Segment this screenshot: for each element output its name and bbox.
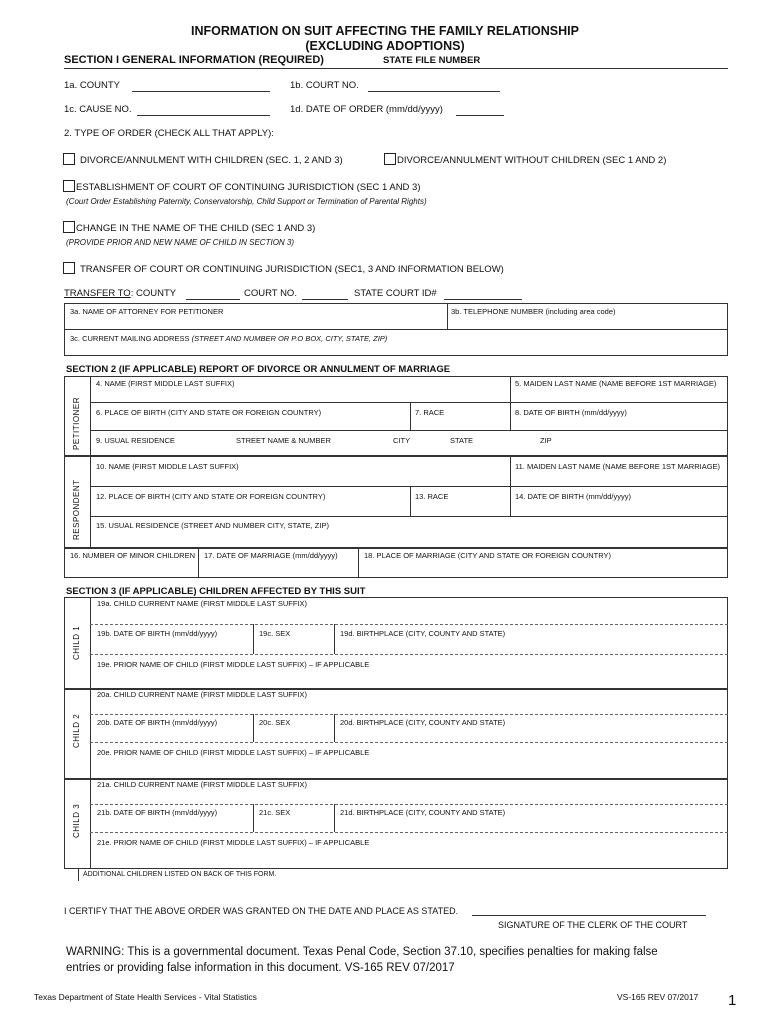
court-no-label: 1b. COURT NO. [290,80,359,91]
field13-label: 13. RACE [415,492,449,501]
field9-city-label: CITY [393,436,411,445]
field11-label: 11. MAIDEN LAST NAME (NAME BEFORE 1ST MARRIAGE) [515,462,721,471]
field20a-label: 20a. CHILD CURRENT NAME (FIRST MIDDLE LAST SUFFIX) [97,690,308,699]
name-change-note: (PROVIDE PRIOR AND NEW NAME OF CHILD IN SECTION 3) [66,238,295,247]
name-change-checkbox[interactable] [63,221,75,233]
transfer-to-row [64,288,176,299]
child1-row1-divider [90,624,728,625]
transfer-checkbox[interactable] [63,262,75,274]
field4-label: 4. NAME (FIRST MIDDLE LAST SUFFIX) [96,379,235,388]
field16-label: 16. NUMBER OF MINOR CHILDREN [70,551,196,560]
court-no-field[interactable] [368,82,500,92]
field20d-label: 20d. BIRTHPLACE (CITY, COUNTY AND STATE) [340,718,506,727]
field20b-label: 20b. DATE OF BIRTH (mm/dd/yyyy) [97,718,218,727]
respondent-row2-divider [90,516,728,517]
field10-label: 10. NAME (FIRST MIDDLE LAST SUFFIX) [96,462,239,471]
signature-label: SIGNATURE OF THE CLERK OF THE COURT [498,920,688,930]
transfer-county-label: : COUNTY [130,288,177,299]
state-file-number-label: STATE FILE NUMBER [383,55,481,66]
date-of-order-field[interactable] [456,106,504,116]
transfer-to-label: TRANSFER TO [64,288,131,299]
certify-statement: I CERTIFY THAT THE ABOVE ORDER WAS GRANTED ON THE DATE AND PLACE AS STATED. [64,906,459,916]
child1-row2-divider [90,654,728,655]
marriage-row-divider-a [198,548,199,578]
page-number: 1 [728,992,737,1009]
signature-line[interactable] [472,915,706,916]
form-title: INFORMATION ON SUIT AFFECTING THE FAMILY RELATIONSHIP [191,24,579,38]
field14-label: 14. DATE OF BIRTH (mm/dd/yyyy) [515,492,631,501]
field9-street-label: STREET NAME & NUMBER [236,436,331,445]
respondent-row1-divider [90,486,728,487]
child1-block [64,597,728,689]
field21a-label: 21a. CHILD CURRENT NAME (FIRST MIDDLE LAST SUFFIX) [97,780,308,789]
divorce-without-children-label: DIVORCE/ANNULMENT WITHOUT CHILDREN (SEC 1 AND 2) [397,155,667,166]
establishment-note: (Court Order Establishing Paternity, Conservatorship, Child Support or Termination of Parental Rights) [66,197,427,206]
field9-label: 9. USUAL RESIDENCE [96,436,175,445]
warning-line1: WARNING: This is a governmental document. Texas Penal Code, Section 37.10, specifies penalties for making false [66,946,658,958]
transfer-label: TRANSFER OF COURT OR CONTINUING JURISDICTION (SEC1, 3 AND INFORMATION BELOW) [80,264,504,275]
establishment-checkbox[interactable] [63,180,75,192]
field18-label: 18. PLACE OF MARRIAGE (CITY AND STATE OR FOREIGN COUNTRY) [364,551,611,560]
petitioner-row1-divider [90,402,728,403]
child3-label: CHILD 3 [72,803,81,838]
field6-label: 6. PLACE OF BIRTH (CITY AND STATE OR FOREIGN COUNTRY) [96,408,322,417]
child2-block [64,689,728,779]
name-change-label: CHANGE IN THE NAME OF THE CHILD (SEC 1 AND 3) [76,223,316,234]
child2-col-divider-a [253,714,254,742]
type-of-order-label: 2. TYPE OF ORDER (CHECK ALL THAT APPLY): [64,128,274,139]
transfer-court-no-label: COURT NO. [244,288,297,299]
child2-row1-divider [90,714,728,715]
child3-block [64,779,728,869]
field7-label: 7. RACE [415,408,445,417]
field19a-label: 19a. CHILD CURRENT NAME (FIRST MIDDLE LAST SUFFIX) [97,599,308,608]
field19c-label: 19c. SEX [259,629,291,638]
child2-row2-divider [90,742,728,743]
section2-heading: SECTION 2 (IF APPLICABLE) REPORT OF DIVORCE OR ANNULMENT OF MARRIAGE [66,364,451,375]
field19b-label: 19b. DATE OF BIRTH (mm/dd/yyyy) [97,629,218,638]
field19e-label: 19e. PRIOR NAME OF CHILD (FIRST MIDDLE LAST SUFFIX) – IF APPLICABLE [97,660,370,669]
agency-name: Texas Department of State Health Services - Vital Statistics [34,992,257,1002]
divorce-with-children-checkbox[interactable] [63,153,75,165]
field21b-label: 21b. DATE OF BIRTH (mm/dd/yyyy) [97,808,218,817]
divorce-without-children-checkbox[interactable] [384,153,396,165]
respondent-col-divider-b [410,486,411,516]
field8-label: 8. DATE OF BIRTH (mm/dd/yyyy) [515,408,627,417]
header-rule [64,68,728,69]
respondent-col-divider-a [510,456,511,516]
transfer-court-no-field[interactable] [302,290,348,300]
field21e-label: 21e. PRIOR NAME OF CHILD (FIRST MIDDLE LAST SUFFIX) – IF APPLICABLE [97,838,370,847]
child1-label: CHILD 1 [72,625,81,660]
mailing-address-text: 3c. CURRENT MAILING ADDRESS [70,334,190,343]
transfer-state-court-id-field[interactable] [444,290,522,300]
additional-children-checkbox[interactable] [78,869,79,881]
date-of-order-label: 1d. DATE OF ORDER (mm/dd/yyyy) [290,104,443,115]
child3-col-divider-a [253,804,254,832]
divorce-with-children-label: DIVORCE/ANNULMENT WITH CHILDREN (SEC. 1, 2 AND 3) [80,155,343,166]
child3-row2-divider [90,832,728,833]
mailing-address-label [70,334,387,343]
establishment-label: ESTABLISHMENT OF COURT OF CONTINUING JURISDICTION (SEC 1 AND 3) [76,182,421,193]
warning-line2: entries or providing false information in this document. VS-165 REV 07/2017 [66,962,455,974]
section3-heading: SECTION 3 (IF APPLICABLE) CHILDREN AFFECTED BY THIS SUIT [66,586,366,597]
petitioner-row2-divider [90,430,728,431]
field19d-label: 19d. BIRTHPLACE (CITY, COUNTY AND STATE) [340,629,506,638]
child1-col-divider-b [334,624,335,654]
child1-col-divider-a [253,624,254,654]
cause-no-field[interactable] [137,106,270,116]
field20c-label: 20c. SEX [259,718,291,727]
field9-zip-label: ZIP [540,436,552,445]
county-label: 1a. COUNTY [64,80,120,91]
respondent-label: RESPONDENT [72,479,81,540]
petitioner-label: PETITIONER [72,396,81,450]
field20e-label: 20e. PRIOR NAME OF CHILD (FIRST MIDDLE LAST SUFFIX) – IF APPLICABLE [97,748,370,757]
attorney-phone-divider [447,303,448,329]
field12-label: 12. PLACE OF BIRTH (CITY AND STATE OR FOREIGN COUNTRY) [96,492,326,501]
child2-col-divider-b [334,714,335,742]
county-field[interactable] [132,82,270,92]
mailing-address-note: (STREET AND NUMBER OR P.O BOX, CITY, STATE, ZIP) [191,334,388,343]
attorney-label: 3a. NAME OF ATTORNEY FOR PETITIONER [70,307,224,316]
marriage-row-divider-b [358,548,359,578]
field17-label: 17. DATE OF MARRIAGE (mm/dd/yyyy) [204,551,338,560]
child3-col-divider-b [334,804,335,832]
attorney-box-divider [64,329,728,330]
field5-label: 5. MAIDEN LAST NAME (NAME BEFORE 1ST MARRIAGE) [515,379,717,388]
field9-state-label: STATE [450,436,474,445]
transfer-state-court-id-label: STATE COURT ID# [354,288,437,299]
telephone-label: 3b. TELEPHONE NUMBER (including area code) [451,307,616,316]
section1-heading: SECTION I GENERAL INFORMATION (REQUIRED) [64,54,324,66]
form-revision: VS-165 REV 07/2017 [617,992,699,1002]
petitioner-col-divider-a [510,376,511,430]
additional-children-label: ADDITIONAL CHILDREN LISTED ON BACK OF THIS FORM. [83,871,277,878]
field21d-label: 21d. BIRTHPLACE (CITY, COUNTY AND STATE) [340,808,506,817]
field21c-label: 21c. SEX [259,808,291,817]
child3-row1-divider [90,804,728,805]
transfer-county-field[interactable] [186,290,240,300]
cause-no-label: 1c. CAUSE NO. [64,104,132,115]
field15-label: 15. USUAL RESIDENCE (STREET AND NUMBER CITY, STATE, ZIP) [96,521,329,530]
form-subtitle: (EXCLUDING ADOPTIONS) [305,39,465,53]
child2-label: CHILD 2 [72,713,81,748]
petitioner-col-divider-b [410,402,411,430]
